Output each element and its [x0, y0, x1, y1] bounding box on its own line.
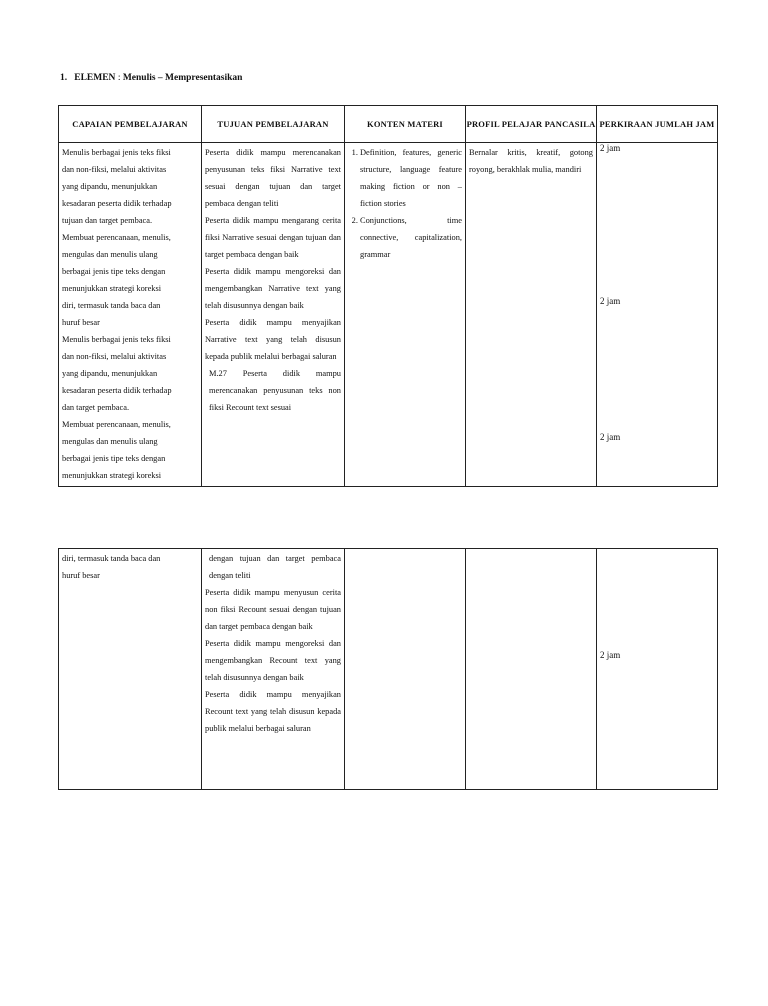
jam-value: 2 jam: [600, 432, 621, 442]
elemen-label: ELEMEN: [74, 73, 116, 83]
profil-cell: [466, 143, 597, 487]
tujuan-item: Peserta didik mampu menyusun cerita non fiksi Recount sesuai dengan tujuan dan target pembaca dengan baik: [205, 588, 341, 631]
capaian-line: dan target pembaca.: [62, 403, 130, 412]
header-jam: PERKIRAAN JUMLAH JAM: [597, 106, 718, 143]
table-row: [59, 549, 718, 790]
section-number: 1.: [60, 73, 68, 83]
jam-cell: [597, 549, 718, 790]
tujuan-item: dengan tujuan dan target pembaca dengan teliti: [209, 554, 341, 580]
header-profil: PROFIL PELAJAR PANCASILA: [466, 106, 597, 143]
section-heading: [60, 73, 242, 83]
tujuan-lines: [202, 549, 344, 739]
capaian-line: Membuat perencanaan, menulis,: [62, 233, 171, 242]
header-tujuan: TUJUAN PEMBELAJARAN: [202, 106, 345, 143]
capaian-cell: [59, 143, 202, 487]
tujuan-cell: [202, 549, 345, 790]
tujuan-cell: [202, 143, 345, 487]
table-header-row: [59, 106, 718, 143]
tujuan-item: Peserta didik mampu mengoreksi dan mengembangkan Narrative text yang telah disusunnya dengan baik: [205, 267, 341, 310]
tujuan-item: Peserta didik mampu menyajikan Narrative text yang telah disusun kepada publik melalui berbagai saluran: [205, 318, 341, 361]
capaian-line: diri, termasuk tanda baca dan: [62, 554, 161, 563]
konten-item: 1. Definition, features, generic structure, language feature making fiction or non – fiction stories: [360, 144, 462, 212]
konten-list-wrap: [345, 143, 465, 265]
capaian-line: berbagai jenis tipe teks dengan: [62, 267, 166, 276]
table-row: [59, 143, 718, 487]
capaian-line: kesadaran peserta didik terhadap: [62, 199, 172, 208]
capaian-line: menunjukkan strategi koreksi: [62, 284, 162, 293]
capaian-line: tujuan dan target pembaca.: [62, 216, 153, 225]
header-capaian: CAPAIAN PEMBELAJARAN: [59, 106, 202, 143]
konten-item: 2. Conjunctions, time connective, capitalization, grammar: [360, 212, 462, 263]
profil-text: Bernalar kritis, kreatif, gotong royong, berakhlak mulia, mandiri: [469, 148, 593, 174]
capaian-line: huruf besar: [62, 571, 100, 580]
capaian-line: menunjukkan strategi koreksi: [62, 471, 162, 480]
capaian-lines: [59, 549, 201, 586]
elemen-title: Menulis – Mempresentasikan: [122, 73, 243, 83]
capaian-line: diri, termasuk tanda baca dan: [62, 301, 161, 310]
header-konten: KONTEN MATERI: [345, 106, 466, 143]
tujuan-item: Peserta didik mampu merencanakan penyusunan teks fiksi Narrative text sesuai dengan tujuan dan target pembaca dengan teliti: [205, 148, 341, 208]
tujuan-item: M.27 Peserta didik mampu merencanakan penyusunan teks non fiksi Recount text sesuai: [209, 369, 341, 412]
capaian-line: berbagai jenis tipe teks dengan: [62, 454, 166, 463]
capaian-line: kesadaran peserta didik terhadap: [62, 386, 172, 395]
capaian-line: yang dipandu, menunjukkan: [62, 369, 158, 378]
capaian-line: mengulas dan menulis ulang: [62, 437, 158, 446]
learning-table-2: [58, 548, 718, 790]
tujuan-lines: [202, 143, 344, 418]
capaian-line: mengulas dan menulis ulang: [62, 250, 158, 259]
capaian-line: dan non-fiksi, melalui aktivitas: [62, 165, 167, 174]
jam-value: 2 jam: [600, 296, 621, 306]
tujuan-item: Peserta didik mampu menyajikan Recount text yang telah disusun kepada publik melalui berbagai saluran: [205, 690, 341, 733]
capaian-line: Menulis berbagai jenis teks fiksi: [62, 335, 171, 344]
heading-separator: :: [117, 73, 121, 83]
jam-cell: [597, 143, 718, 487]
capaian-line: yang dipandu, menunjukkan: [62, 182, 158, 191]
capaian-line: Menulis berbagai jenis teks fiksi: [62, 148, 171, 157]
jam-value: 2 jam: [600, 650, 621, 660]
tujuan-item: Peserta didik mampu mengoreksi dan mengembangkan Recount text yang telah disusunnya dengan baik: [205, 639, 341, 682]
konten-cell: [345, 143, 466, 487]
learning-table-1: [58, 105, 718, 487]
jam-value: 2 jam: [600, 143, 621, 153]
capaian-line: Membuat perencanaan, menulis,: [62, 420, 171, 429]
capaian-lines: [59, 143, 201, 486]
capaian-line: dan non-fiksi, melalui aktivitas: [62, 352, 167, 361]
konten-cell: [345, 549, 466, 790]
capaian-cell: [59, 549, 202, 790]
profil-cell: [466, 549, 597, 790]
capaian-line: huruf besar: [62, 318, 100, 327]
tujuan-item: Peserta didik mampu mengarang cerita fiksi Narrative sesuai dengan tujuan dan target pembaca dengan baik: [205, 216, 341, 259]
konten-list: [348, 144, 462, 263]
